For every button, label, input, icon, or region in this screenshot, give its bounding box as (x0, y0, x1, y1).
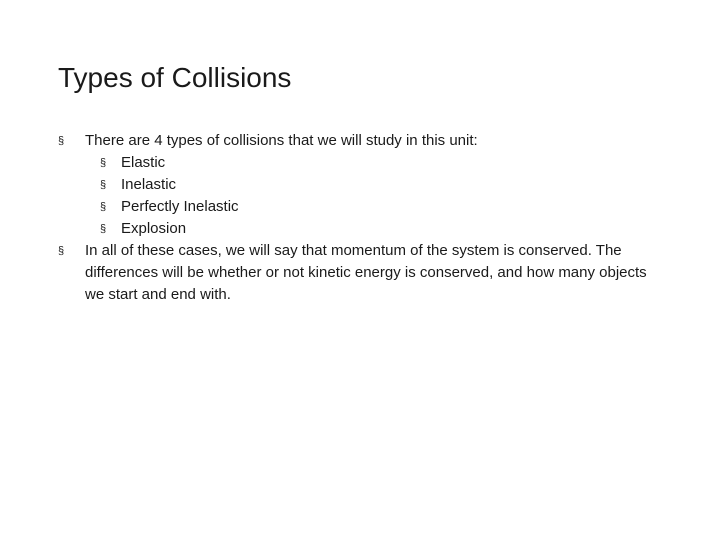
sub-bullet-perfectly-inelastic (85, 196, 658, 218)
sub-bullet-text: Elastic (121, 154, 166, 171)
square-bullet-icon: § (58, 135, 65, 147)
square-bullet-icon: § (100, 157, 107, 169)
sub-bullet-elastic (85, 152, 658, 174)
bullet-item-types (58, 130, 658, 240)
bullet-item-momentum (58, 240, 658, 306)
square-bullet-icon: § (100, 223, 107, 235)
square-bullet-icon: § (100, 201, 107, 213)
sub-bullet-text: Inelastic (121, 176, 177, 193)
square-bullet-icon: § (58, 245, 65, 257)
sub-bullet-explosion (85, 218, 658, 240)
sub-bullet-text: Explosion (121, 220, 187, 237)
square-bullet-icon: § (100, 179, 107, 191)
bullet-text: There are 4 types of collisions that we will study in this unit: (85, 132, 478, 149)
sub-bullet-text: Perfectly Inelastic (121, 198, 239, 215)
bullet-text: In all of these cases, we will say that momentum of the system is conserved. The differences will be whether or not kinetic energy is conserved, and how many objects we start and end with. (85, 242, 647, 303)
sub-bullet-inelastic (85, 174, 658, 196)
bullet-list (58, 130, 658, 306)
slide-title: Types of Collisions (58, 62, 292, 93)
sub-bullet-list (85, 152, 658, 240)
